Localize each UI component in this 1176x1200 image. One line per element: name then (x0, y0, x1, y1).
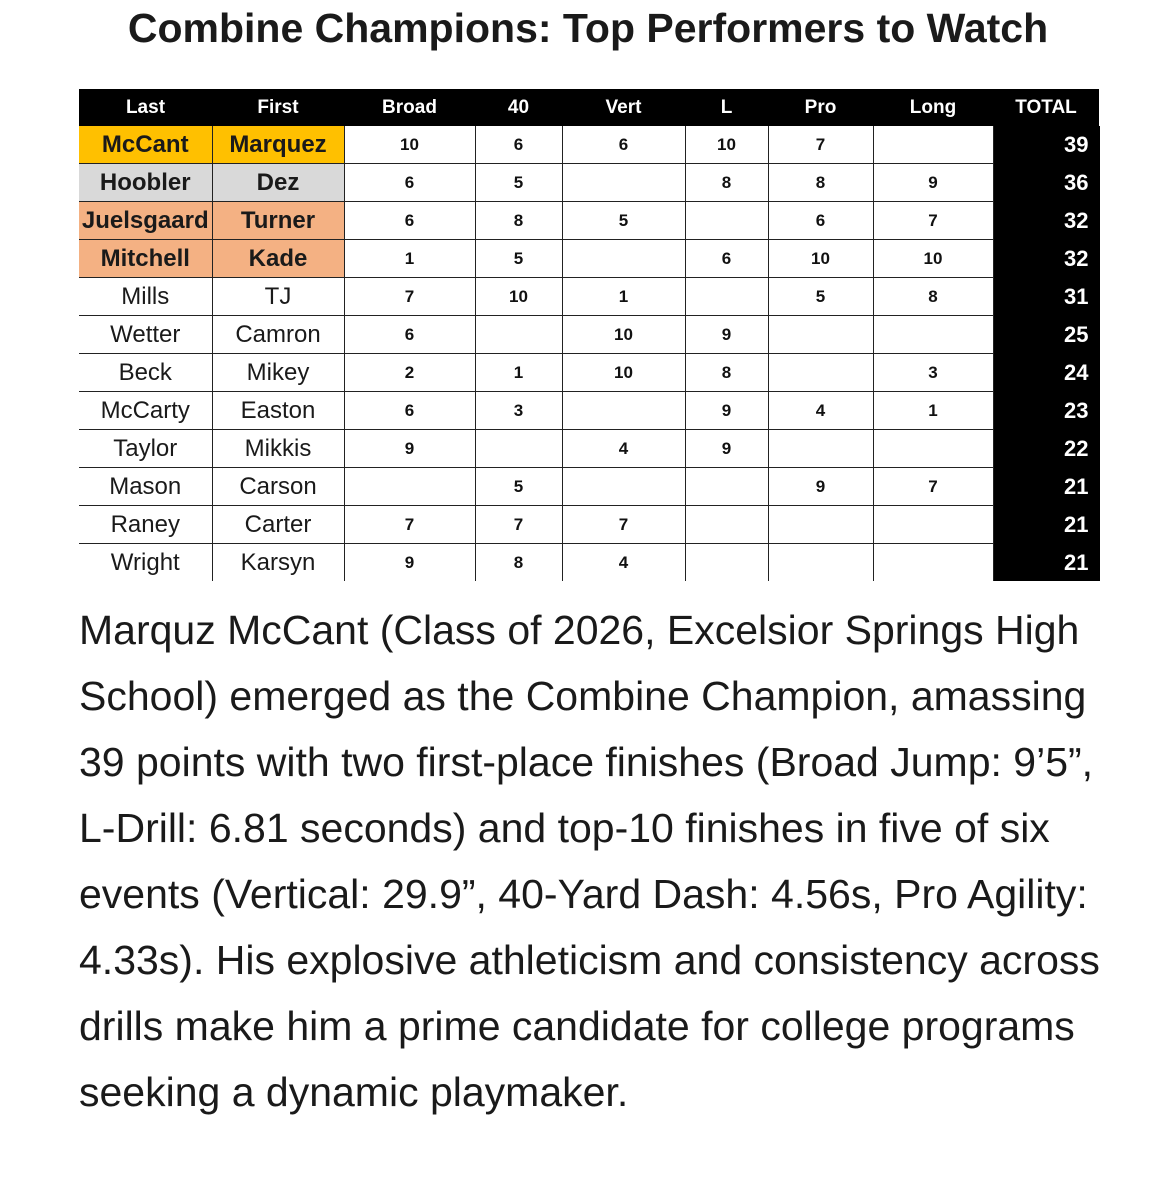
forty-score-cell: 5 (475, 164, 562, 202)
pro-score-cell (768, 430, 873, 468)
first-name-cell: Mikey (212, 354, 344, 392)
forty-score-cell: 8 (475, 202, 562, 240)
pro-score-cell: 9 (768, 468, 873, 506)
column-header-last: Last (79, 89, 212, 126)
long-score-cell (873, 544, 993, 582)
total-score-cell: 32 (993, 202, 1099, 240)
long-score-cell (873, 126, 993, 164)
table-row (79, 164, 1099, 202)
last-name-cell: McCant (79, 126, 212, 164)
last-name-cell: Mills (79, 278, 212, 316)
total-score-cell: 21 (993, 468, 1099, 506)
table-row (79, 316, 1099, 354)
l-drill-score-cell: 9 (685, 316, 768, 354)
forty-score-cell: 6 (475, 126, 562, 164)
vert-score-cell (562, 468, 685, 506)
pro-score-cell: 10 (768, 240, 873, 278)
total-score-cell: 24 (993, 354, 1099, 392)
table-row (79, 544, 1099, 582)
vert-score-cell: 10 (562, 354, 685, 392)
forty-score-cell: 8 (475, 544, 562, 582)
forty-score-cell: 5 (475, 468, 562, 506)
last-name-cell: Juelsgaard (79, 202, 212, 240)
long-score-cell: 3 (873, 354, 993, 392)
first-name-cell: Carson (212, 468, 344, 506)
vert-score-cell (562, 392, 685, 430)
broad-score-cell: 9 (344, 544, 475, 582)
last-name-cell: Wright (79, 544, 212, 582)
broad-score-cell: 1 (344, 240, 475, 278)
long-score-cell: 1 (873, 392, 993, 430)
column-header-vert: Vert (562, 89, 685, 126)
broad-score-cell: 6 (344, 202, 475, 240)
l-drill-score-cell: 9 (685, 430, 768, 468)
first-name-cell: Kade (212, 240, 344, 278)
total-score-cell: 21 (993, 544, 1099, 582)
table-row (79, 392, 1099, 430)
broad-score-cell: 10 (344, 126, 475, 164)
table-row (79, 240, 1099, 278)
forty-score-cell (475, 316, 562, 354)
total-score-cell: 32 (993, 240, 1099, 278)
table-row (79, 278, 1099, 316)
l-drill-score-cell (685, 544, 768, 582)
forty-score-cell: 3 (475, 392, 562, 430)
vert-score-cell (562, 240, 685, 278)
table-row (79, 354, 1099, 392)
first-name-cell: Carter (212, 506, 344, 544)
total-score-cell: 22 (993, 430, 1099, 468)
forty-score-cell (475, 430, 562, 468)
pro-score-cell (768, 544, 873, 582)
broad-score-cell: 2 (344, 354, 475, 392)
table-row (79, 202, 1099, 240)
forty-score-cell: 10 (475, 278, 562, 316)
last-name-cell: Mitchell (79, 240, 212, 278)
long-score-cell: 8 (873, 278, 993, 316)
l-drill-score-cell: 6 (685, 240, 768, 278)
table-row (79, 468, 1099, 506)
pro-score-cell (768, 506, 873, 544)
first-name-cell: Dez (212, 164, 344, 202)
combine-results-table (79, 89, 1100, 581)
vert-score-cell (562, 164, 685, 202)
vert-score-cell: 4 (562, 430, 685, 468)
broad-score-cell: 6 (344, 392, 475, 430)
pro-score-cell: 5 (768, 278, 873, 316)
total-score-cell: 25 (993, 316, 1099, 354)
long-score-cell (873, 430, 993, 468)
broad-score-cell: 6 (344, 316, 475, 354)
pro-score-cell: 4 (768, 392, 873, 430)
vert-score-cell: 1 (562, 278, 685, 316)
broad-score-cell (344, 468, 475, 506)
column-header-total: TOTAL (993, 89, 1099, 126)
broad-score-cell: 7 (344, 506, 475, 544)
vert-score-cell: 6 (562, 126, 685, 164)
forty-score-cell: 1 (475, 354, 562, 392)
first-name-cell: Marquez (212, 126, 344, 164)
first-name-cell: Mikkis (212, 430, 344, 468)
broad-score-cell: 9 (344, 430, 475, 468)
last-name-cell: Beck (79, 354, 212, 392)
last-name-cell: Hoobler (79, 164, 212, 202)
long-score-cell (873, 506, 993, 544)
last-name-cell: McCarty (79, 392, 212, 430)
total-score-cell: 39 (993, 126, 1099, 164)
long-score-cell (873, 316, 993, 354)
pro-score-cell: 8 (768, 164, 873, 202)
l-drill-score-cell: 10 (685, 126, 768, 164)
total-score-cell: 23 (993, 392, 1099, 430)
l-drill-score-cell: 9 (685, 392, 768, 430)
column-header-l: L (685, 89, 768, 126)
pro-score-cell (768, 354, 873, 392)
last-name-cell: Raney (79, 506, 212, 544)
total-score-cell: 36 (993, 164, 1099, 202)
long-score-cell: 7 (873, 202, 993, 240)
broad-score-cell: 7 (344, 278, 475, 316)
l-drill-score-cell: 8 (685, 354, 768, 392)
column-header-40: 40 (475, 89, 562, 126)
l-drill-score-cell: 8 (685, 164, 768, 202)
last-name-cell: Wetter (79, 316, 212, 354)
total-score-cell: 21 (993, 506, 1099, 544)
l-drill-score-cell (685, 278, 768, 316)
forty-score-cell: 7 (475, 506, 562, 544)
pro-score-cell (768, 316, 873, 354)
first-name-cell: Camron (212, 316, 344, 354)
vert-score-cell: 7 (562, 506, 685, 544)
broad-score-cell: 6 (344, 164, 475, 202)
l-drill-score-cell (685, 468, 768, 506)
table-row (79, 126, 1099, 164)
pro-score-cell: 7 (768, 126, 873, 164)
table-row (79, 506, 1099, 544)
l-drill-score-cell (685, 202, 768, 240)
long-score-cell: 7 (873, 468, 993, 506)
table-row (79, 430, 1099, 468)
long-score-cell: 10 (873, 240, 993, 278)
vert-score-cell: 4 (562, 544, 685, 582)
champion-description: Marquz McCant (Class of 2026, Excelsior Springs High School) emerged as the Combine Champion, amassing 39 points with two first-place finishes (Broad Jump: 9’5”, L-Drill: 6.81 seconds) and top-10 finishes in five of six events (Vertical: 29.9”, 40-Yard Dash: 4.56s, Pro Agility: 4.33s). His explosive athleticism and consistency across drills make him a prime candidate for college programs seeking a dynamic playmaker. (79, 607, 1100, 1115)
first-name-cell: Easton (212, 392, 344, 430)
first-name-cell: Turner (212, 202, 344, 240)
table-header-row (79, 89, 1099, 126)
column-header-pro: Pro (768, 89, 873, 126)
last-name-cell: Mason (79, 468, 212, 506)
column-header-broad: Broad (344, 89, 475, 126)
forty-score-cell: 5 (475, 240, 562, 278)
last-name-cell: Taylor (79, 430, 212, 468)
first-name-cell: TJ (212, 278, 344, 316)
column-header-first: First (212, 89, 344, 126)
first-name-cell: Karsyn (212, 544, 344, 582)
long-score-cell: 9 (873, 164, 993, 202)
vert-score-cell: 10 (562, 316, 685, 354)
total-score-cell: 31 (993, 278, 1099, 316)
page-title: Combine Champions: Top Performers to Watch (127, 5, 1049, 51)
vert-score-cell: 5 (562, 202, 685, 240)
pro-score-cell: 6 (768, 202, 873, 240)
l-drill-score-cell (685, 506, 768, 544)
column-header-long: Long (873, 89, 993, 126)
